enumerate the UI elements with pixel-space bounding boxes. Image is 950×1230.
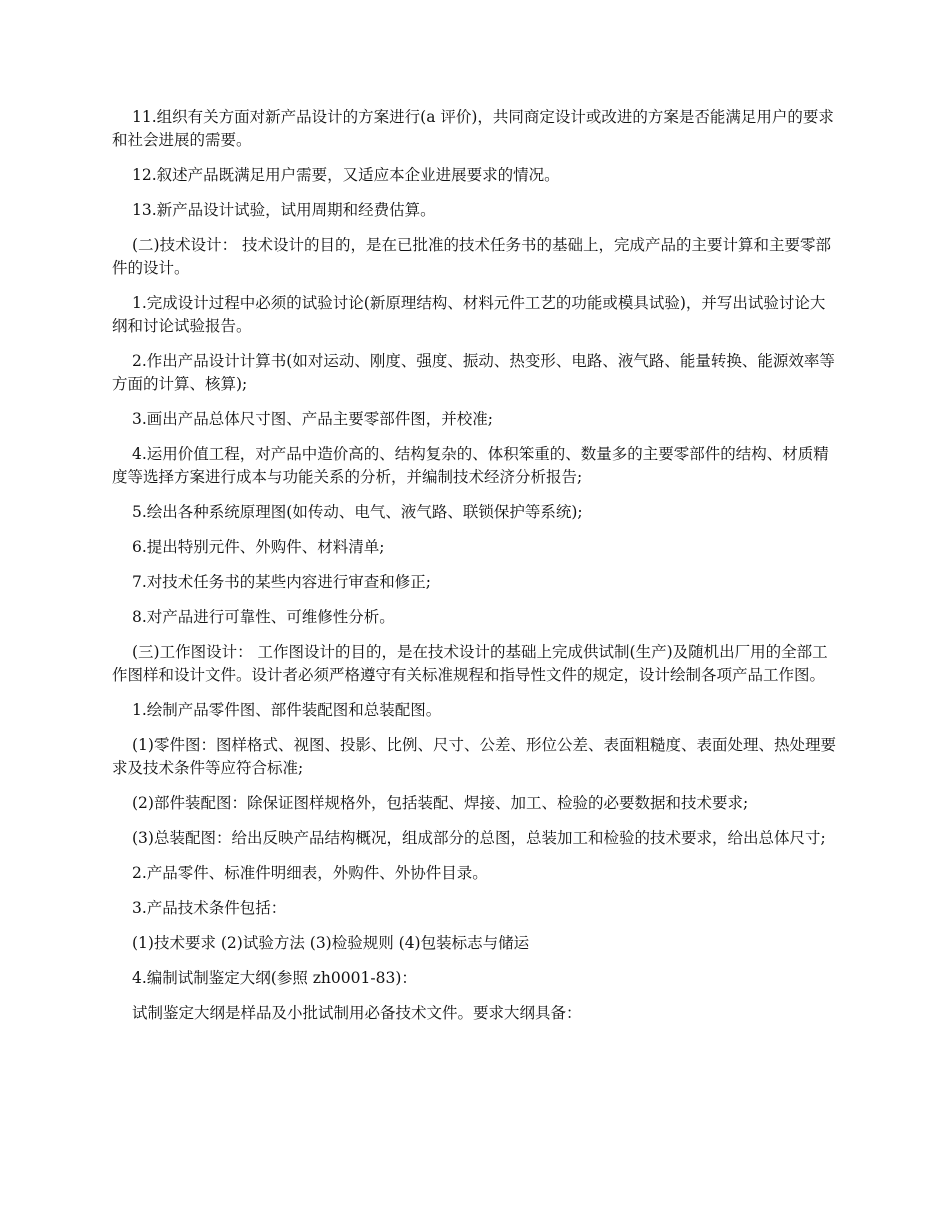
paragraph-19: 3.产品技术条件包括： bbox=[132, 899, 287, 917]
paragraph-9: 5.绘出各种系统原理图(如传动、电气、液气路、联锁保护等系统); bbox=[132, 503, 583, 521]
paragraph-10: 6.提出特别元件、外购件、材料清单; bbox=[132, 538, 385, 556]
paragraph-16: (2)部件装配图：除保证图样规格外，包括装配、焊接、加工、检验的必要数据和技术要求; bbox=[132, 794, 749, 812]
paragraph-7: 3.画出产品总体尺寸图、产品主要零部件图，并校准; bbox=[132, 410, 494, 428]
paragraph-21: 4.编制试制鉴定大纲(参照 zh0001-83)： bbox=[132, 969, 417, 987]
paragraph-11: 7.对技术任务书的某些内容进行审查和修正; bbox=[132, 573, 432, 591]
paragraph-2: 12.叙述产品既满足用户需要，又适应本企业进展要求的情况。 bbox=[132, 166, 560, 184]
paragraph-6: 2.作出产品设计计算书(如对运动、刚度、强度、振动、热变形、电路、液气路、能量转换、能源效率等方面的计算、核算); bbox=[112, 352, 835, 393]
paragraph-12: 8.对产品进行可靠性、可维修性分析。 bbox=[132, 608, 395, 626]
paragraph-15: (1)零件图：图样格式、视图、投影、比例、尺寸、公差、形位公差、表面粗糙度、表面处理、热处理要求及技术条件等应符合标准; bbox=[112, 736, 836, 777]
paragraph-13: (三)工作图设计： 工作图设计的目的，是在技术设计的基础上完成供试制(生产)及随机出厂用的全部工作图样和设计文件。设计者必须严格遵守有关标准规程和指导性文件的规定，设计绘制各项产品工作图。 bbox=[112, 643, 828, 684]
paragraph-8: 4.运用价值工程，对产品中造价高的、结构复杂的、体积笨重的、数量多的主要零部件的结构、材质精度等选择方案进行成本与功能关系的分析，并编制技术经济分析报告; bbox=[112, 445, 829, 486]
paragraph-20: (1)技术要求 (2)试验方法 (3)检验规则 (4)包装标志与储运 bbox=[132, 934, 530, 952]
paragraph-18: 2.产品零件、标准件明细表，外购件、外协件目录。 bbox=[132, 864, 488, 882]
paragraph-5: 1.完成设计过程中必须的试验讨论(新原理结构、材料元件工艺的功能或模具试验)，并写出试验讨论大纲和讨论试验报告。 bbox=[112, 294, 826, 335]
paragraph-1: 11.组织有关方面对新产品设计的方案进行(a 评价)，共同商定设计或改进的方案是否能满足用户的要求和社会进展的需要。 bbox=[112, 108, 834, 149]
paragraph-17: (3)总装配图：给出反映产品结构概况，组成部分的总图，总装加工和检验的技术要求，给出总体尺寸; bbox=[132, 829, 826, 847]
document-page bbox=[112, 106, 838, 1037]
paragraph-4: (二)技术设计： 技术设计的目的，是在已批准的技术任务书的基础上，完成产品的主要计算和主要零部件的设计。 bbox=[112, 236, 832, 277]
paragraph-22: 试制鉴定大纲是样品及小批试制用必备技术文件。要求大纲具备： bbox=[132, 1004, 582, 1022]
paragraph-3: 13.新产品设计试验，试用周期和经费估算。 bbox=[132, 201, 436, 219]
paragraph-14: 1.绘制产品零件图、部件装配图和总装配图。 bbox=[132, 701, 442, 719]
